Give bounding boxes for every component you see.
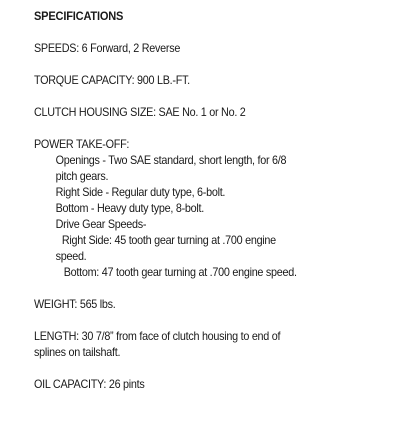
torque-spec: TORQUE CAPACITY: 900 LB.-FT. (34, 73, 190, 87)
spacer (34, 24, 384, 40)
page-title: SPECIFICATIONS (34, 9, 124, 23)
length-spec-line1: LENGTH: 30 7/8” from face of clutch housing to end of (34, 329, 281, 343)
spacer (34, 360, 384, 376)
oil-capacity-spec: OIL CAPACITY: 26 pints (34, 377, 145, 391)
pto-openings-line1: Openings - Two SAE standard, short length, for 6/8 (55, 153, 287, 167)
specifications-document (34, 8, 384, 392)
pto-openings-line2: pitch gears. (55, 169, 109, 183)
pto-right-speed-line1: Right Side: 45 tooth gear turning at .700 engine (61, 233, 276, 247)
pto-right-speed-line2: speed. (55, 249, 87, 263)
length-spec-line2: splines on tailshaft. (34, 345, 121, 359)
weight-spec: WEIGHT: 565 lbs. (34, 297, 116, 311)
spacer (34, 120, 384, 136)
clutch-housing-spec: CLUTCH HOUSING SIZE: SAE No. 1 or No. 2 (34, 105, 246, 119)
pto-right-side: Right Side - Regular duty type, 6-bolt. (55, 185, 226, 199)
speeds-spec: SPEEDS: 6 Forward, 2 Reverse (34, 41, 181, 55)
pto-heading: POWER TAKE-OFF: (34, 137, 130, 151)
pto-drive-gear-heading: Drive Gear Speeds- (55, 217, 147, 231)
spacer (34, 88, 384, 104)
spacer (34, 312, 384, 328)
spacer (34, 280, 384, 296)
spacer (34, 56, 384, 72)
pto-bottom: Bottom - Heavy duty type, 8-bolt. (55, 201, 204, 215)
pto-bottom-speed: Bottom: 47 tooth gear turning at .700 engine speed. (63, 265, 297, 279)
